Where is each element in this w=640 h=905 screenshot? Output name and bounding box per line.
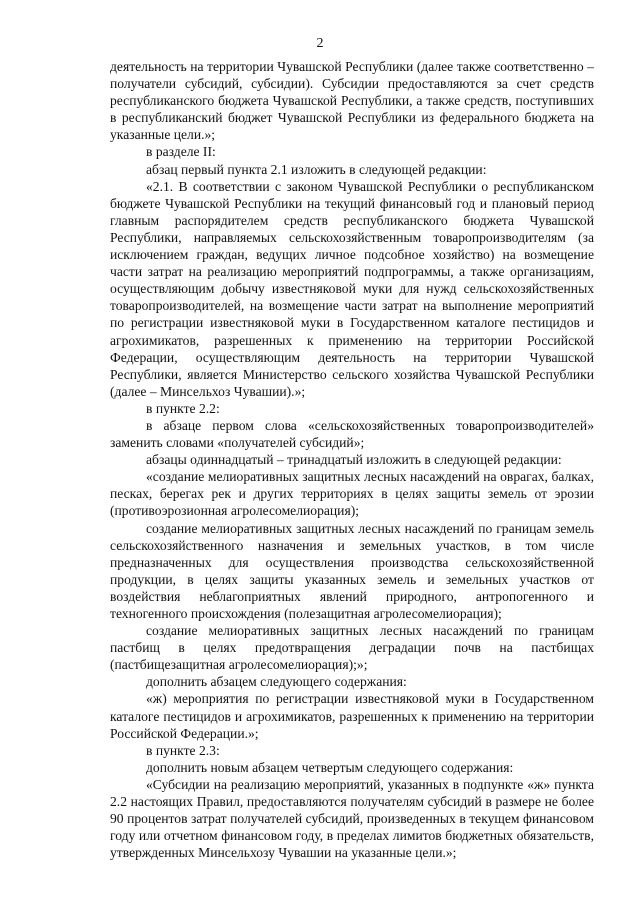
paragraph-7: абзацы одиннадцатый – тринадцатый изложить в следующей редакции: (146, 452, 562, 468)
paragraph-6: в абзаце первом слова «сельскохозяйственных товаропроизводителей» заменить словами «получателей субсидий»; (110, 417, 594, 451)
paragraph-3: абзац первый пункта 2.1 изложить в следующей редакции: (146, 161, 487, 177)
paragraph-5: в пункте 2.2: (146, 400, 220, 416)
page-number: 2 (316, 36, 324, 51)
paragraph-12: «ж) мероприятия по регистрации известняковой муки в Государственном каталоге пестицидов и агрохимикатов, разрешенных к применению на территории Российской Федерации.»; (110, 691, 594, 741)
paragraph-15: «Субсидии на реализацию мероприятий, указанных в подпункте «ж» пункта 2.2 настоящих Правил, предоставляются получателям субсидий в размере не более 90 процентов затрат получателей субсидий, произведенных в текущем финансовом году или отчетном финансовом году, в пределах лимитов бюджетных обязательств, утвержденных Минсельхозу Чувашии на указанные цели.»; (110, 776, 594, 861)
paragraph-14: дополнить новым абзацем четвертым следующего содержания: (146, 759, 514, 775)
paragraph-4: «2.1. В соответствии с законом Чувашской Республики о республиканском бюджете Чувашской Республики на текущий финансовый год и плановый период главным распорядителем средств республиканского бюджета Чувашской Республики, направляемых сельскохозяйственным товаропроизводителям (за исключением граждан, ведущих личное подсобное хозяйство) на возмещение части затрат на реализацию мероприятий подпрограммы, а также организациям, осуществляющим добычу известняковой муки для нужд сельскохозяйственных товаропроизводителей, на возмещение части затрат на выполнение мероприятий по регистрации известняковой муки в Государственном каталоге пестицидов и агрохимикатов, разрешенных к применению на территории Российской Федерации, осуществляющим деятельность на территории Чувашской Республики, является Министерство сельского хозяйства Чувашской Республики (далее – Минсельхоз Чувашии).»; (110, 178, 594, 399)
paragraph-13: в пункте 2.3: (146, 742, 220, 758)
paragraph-1: деятельность на территории Чувашской Республики (далее также соответственно – получатели субсидий, субсидии). Субсидии предоставляются за счет средств республиканского бюджета Чувашской Республики, а также средств, поступивших в республиканский бюджет Чувашской Республики из федерального бюджета на указанные цели.»; (110, 59, 594, 143)
paragraph-8: «создание мелиоративных защитных лесных насаждений на оврагах, балках, песках, берегах рек и других территориях в целях защиты земель от эрозии (противоэрозионная агролесомелиорация); (110, 469, 594, 519)
paragraph-10: создание мелиоративных защитных лесных насаждений по границам пастбищ в целях предотвращения деградации почв на пастбищах (пастбищезащитная агролесомелиорация);»; (110, 623, 594, 673)
paragraph-2: в разделе II: (146, 144, 216, 160)
paragraph-11: дополнить абзацем следующего содержания: (146, 674, 407, 690)
document-body (110, 58, 594, 861)
paragraph-9: создание мелиоративных защитных лесных насаждений по границам земель сельскохозяйственного назначения и земельных участков, в том числе предназначенных для осуществления производства сельскохозяйственной продукции, в целях защиты указанных земель и земельных участков от воздействия неблагоприятных явлений природного, антропогенного и техногенного происхождения (полезащитная агролесомелиорация); (110, 520, 594, 621)
